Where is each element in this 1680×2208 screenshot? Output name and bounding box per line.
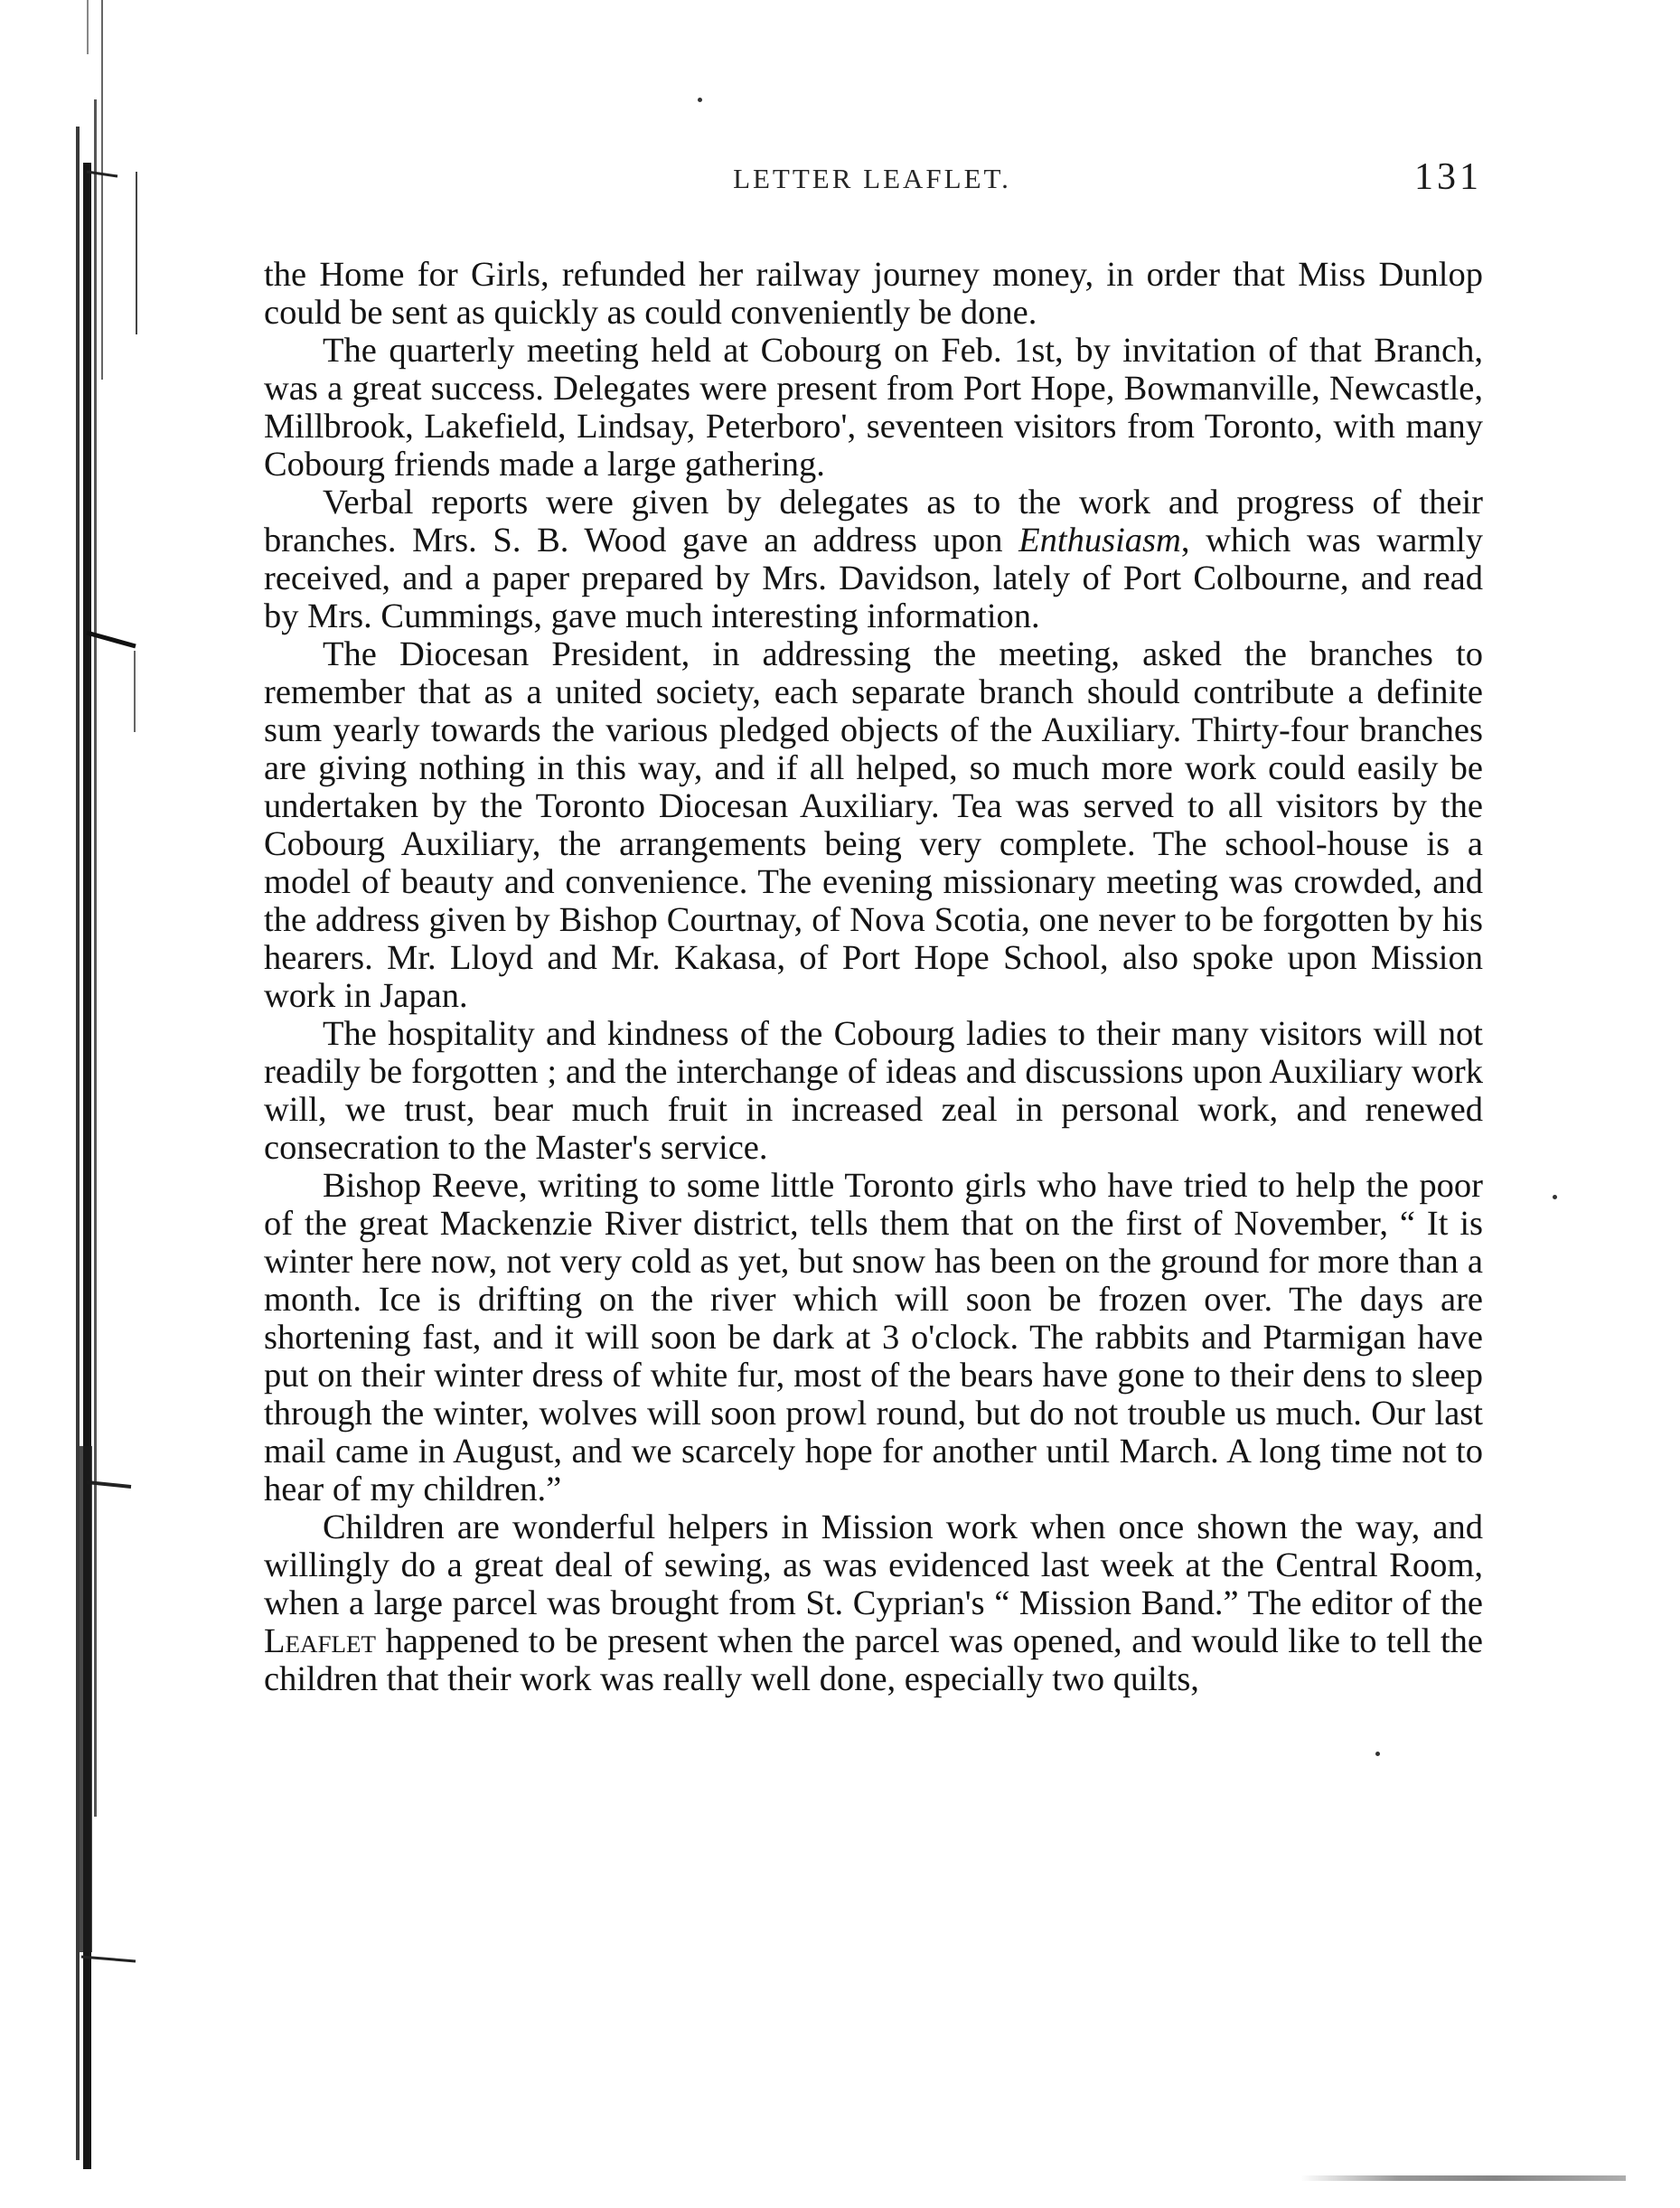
running-head: LETTER LEAFLET. (733, 163, 1011, 194)
binding-edge (0, 0, 158, 2208)
paragraph-text: The hospitality and kindness of the Cobourg ladies to their many visitors will not readily be forgotten ; and the interchange of ideas and discussions upon Auxiliary work will, we trust, bear much fruit in increased zeal in personal work, and renewed consecration to the Master's service. (264, 1015, 1483, 1167)
paragraph-hospitality (264, 1015, 1483, 1167)
paragraph-text: The Diocesan President, in addressing the meeting, asked the branches to remember that as a united society, each separate branch should contribute a definite sum yearly towards the various pledged objects of the Auxiliary. Thirty-four branches are giving nothing in this way, and if all helped, so much more work could easily be undertaken by the Toronto Diocesan Auxiliary. Tea was served to all visitors by the Cobourg Auxiliary, the arrangements being very complete. The school-house is a model of beauty and convenience. The evening missionary meeting was crowded, and the address given by Bishop Courtnay, of Nova Scotia, one never to be forgotten by his hearers. Mr. Lloyd and Mr. Kakasa, of Port Hope School, also spoke upon Mission work in Japan. (264, 635, 1483, 1015)
paragraph-text: Verbal reports were given by delegates as to the work and progress of their branches. Mrs. S. B. Wood gave an address upon (264, 484, 1483, 559)
paragraph-text: The quarterly meeting held at Cobourg on Feb. 1st, by invitation of that Branch, was a great success. Delegates were present from Port Hope, Bowmanville, Newcastle, Millbrook, Lakefield, Lindsay, Peterboro', seventeen visitors from Toronto, with many Cobourg friends made a large gathering. (264, 332, 1483, 484)
article-body (264, 256, 1483, 1698)
paragraph-text: the Home for Girls, refunded her railway journey money, in order that Miss Dunlop could be sent as quickly as could conveniently be done. (264, 256, 1483, 332)
scan-smudge (1300, 2175, 1626, 2181)
emphasis-title: Enthusiasm (1018, 521, 1181, 559)
paragraph-text: Children are wonderful helpers in Mission work when once shown the way, and willingly do a great deal of sewing, as was evidenced last week at the Central Room, when a large parcel was brought from St. Cyprian's “ Mission Band.” The editor of the (264, 1508, 1483, 1622)
scan-speck (1375, 1752, 1380, 1756)
paragraph-verbal-reports (264, 484, 1483, 635)
paragraph-quarterly-meeting (264, 332, 1483, 484)
page-number: 131 (1414, 156, 1482, 198)
paragraph-text: happened to be present when the parcel was opened, and would like to tell the children that their work was really well done, especially two quilts, (264, 1622, 1483, 1698)
paragraph-text: , which was warmly received, and a paper prepared by Mrs. Davidson, lately of Port Colbourne, and read by Mrs. Cummings, gave much interesting information. (264, 521, 1483, 635)
paragraph-diocesan-president (264, 635, 1483, 1015)
paragraph-continued (264, 256, 1483, 332)
paragraph-bishop-reeve (264, 1167, 1483, 1508)
scan-speck (698, 98, 702, 102)
paragraph-children-helpers (264, 1508, 1483, 1698)
scan-speck (1553, 1195, 1557, 1199)
page-header (262, 155, 1482, 210)
publication-name: Leaflet (264, 1622, 377, 1660)
paragraph-text: Bishop Reeve, writing to some little Toronto girls who have tried to help the poor of the great Mackenzie River district, tells them that on the first of November, “ It is winter here now, not very cold as yet, but snow has been on the ground for more than a month. Ice is drifting on the river which will soon be frozen over. The days are shortening fast, and it will soon be dark at 3 o'clock. The rabbits and Ptarmigan have put on their winter dress of white fur, most of the bears have gone to their dens to sleep through the winter, wolves will soon prowl round, but do not trouble us much. Our last mail came in August, and we scarcely hope for another until March. A long time not to hear of my children.” (264, 1167, 1483, 1508)
